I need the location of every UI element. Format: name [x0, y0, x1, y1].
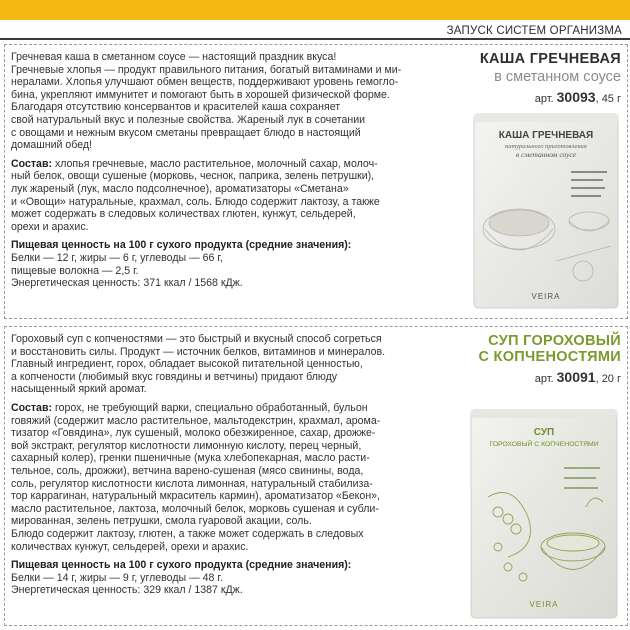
- top-accent-bar: [0, 0, 630, 20]
- product-card-pea-soup: [4, 326, 628, 626]
- svg-text:в сметанном соусе: в сметанном соусе: [516, 150, 576, 159]
- nutrition-title: Пищевая ценность на 100 г сухого продукта (средние значения):: [11, 239, 352, 252]
- product-description: Гречневая каша в сметанном соусе — настоящий праздник вкуса! Гречневые хлопья — продукт правильного питания, богатый витаминами и ми- нералами. Хлопья улучшают обмен веществ, поддерживают уровень гемогло- бина, укрепляют иммунитет и помогают быть в хорошей физической форме. Благодаря отсутствию консервантов и красителей каша сохраняет свой натуральный вкус и полезные свойства. Жареный лук в сочетании с овощами и нежным вкусом сметаны превращает блюдо в настоящий домашний обед!: [11, 51, 402, 152]
- svg-text:ГОРОХОВЫЙ С КОПЧЕНОСТЯМИ: ГОРОХОВЫЙ С КОПЧЕНОСТЯМИ: [489, 441, 599, 448]
- article-number: арт. 30091, 20 г: [534, 369, 621, 385]
- product-package-image: [468, 407, 620, 621]
- composition-label: Состав:: [11, 157, 52, 170]
- nutrition-title: Пищевая ценность на 100 г сухого продукта (средние значения):: [11, 559, 352, 572]
- section-title: ЗАПУСК СИСТЕМ ОРГАНИЗМА: [446, 25, 622, 37]
- product-card-buckwheat: [4, 44, 628, 319]
- package-title: КАША ГРЕЧНЕВАЯ: [498, 130, 594, 141]
- composition-label: Состав:: [11, 401, 52, 414]
- package-title: СУП: [533, 427, 555, 438]
- article-number: арт. 30093, 45 г: [534, 89, 621, 105]
- product-package-image: [471, 111, 621, 311]
- product-name-line1: СУП ГОРОХОВЫЙ: [488, 333, 621, 349]
- product-description: Гороховый суп с копченостями — это быстрый и вкусный способ согреться и восстановить силы. Продукт — источник белков, витаминов и минералов. Главный ингредиент, горох, обладает высокой питательной ценностью, а копчености (любимый вкус говядины и ветчины) придают блюду насыщенный яркий аромат.: [11, 333, 386, 396]
- product-subtitle: в сметанном соусе: [494, 69, 621, 85]
- product-heading: [431, 333, 621, 385]
- product-composition: Состав: хлопья гречневые, масло растительное, молочный сахар, молоч- ный белок, овощи сушеные (морковь, чеснок, паприка, зелень петрушки), лук жареный (лук, масло подсолнечное), ароматизаторы «Сметана» и «Овощи» натуральные, крахмал, соль. Блюдо содержит лактозу, а также может содержать в следовых количествах глютен, кунжут, сельдерей, орехи и арахис.: [11, 157, 380, 233]
- product-heading: [431, 51, 621, 105]
- product-nutrition: Пищевая ценность на 100 г сухого продукта (средние значения): Белки — 14 г, жиры — 9 г, углеводы — 48 г. Энергетическая ценность: 329 ккал / 1387 кДж.: [11, 559, 352, 597]
- package-brand: VEIRA: [531, 292, 561, 301]
- product-name: КАША ГРЕЧНЕВАЯ: [479, 51, 621, 67]
- header-divider: [0, 38, 630, 40]
- product-text: [11, 51, 427, 296]
- package-brand: VEIRA: [529, 600, 559, 609]
- product-name-line2: С КОПЧЕНОСТЯМИ: [478, 349, 621, 365]
- svg-text:натурального приготовления: натурального приготовления: [505, 143, 587, 150]
- product-composition: Состав: горох, не требующий варки, специально обработанный, бульон говяжий (содержит масло растительное, мальтодекстрин, крахмал, арома- тизатор «Говядина», лук сушеный, молоко обезжиренное, сахар, дрожже- вой экстракт, регулятор кислотности лимонную кислоту, перец черный, сахарный колер), гренки пшеничные (мука хлебопекарная, масло расти- тельное, соль, дрожжи), ветчина варено-сушеная (мясо свинины, вода, соль, регулятор кислотности кислота лимонная, натуральный стабилиза- тор каррагинан, натуральный мкраситель кармин), ароматизатор «Бекон», масло растительное, лактоза, молочный белок, морковь сушеная и субли- мированная, зелень петрушки, смола гуаровой акации, соль. Блюдо содержит лактозу, глютен, а также может содержать в следовых количествах кунжут, сельдерей, орехи и арахис.: [11, 401, 381, 553]
- product-text: [11, 333, 427, 603]
- product-nutrition: Пищевая ценность на 100 г сухого продукта (средние значения): Белки — 12 г, жиры — 6 г, углеводы — 66 г, пищевые волокна — 2,5 г. Энергетическая ценность: 371 ккал / 1568 кДж.: [11, 239, 352, 290]
